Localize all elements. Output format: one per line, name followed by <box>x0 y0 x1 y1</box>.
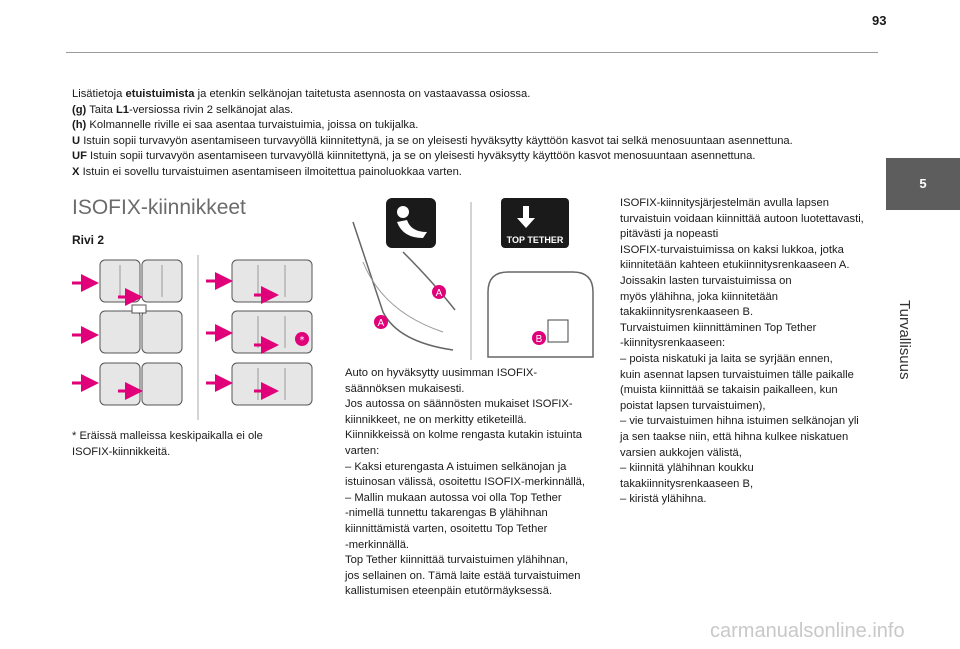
header-rule <box>66 52 878 53</box>
chapter-tab <box>886 158 960 210</box>
isofix-symbol-icon <box>386 198 436 248</box>
anchor-b-label: B <box>535 334 543 345</box>
subsection-title: Rivi 2 <box>72 233 105 247</box>
intro-line: U Istuin sopii turvavyön asentamiseen turvavyöllä kiinnitettynä, ja se on yleisesti hyväksytty käyttöön kasvot tai selkä menosuuntaan asennettuna. <box>72 134 793 147</box>
section-title: ISOFIX-kiinnikkeet <box>72 196 246 219</box>
intro-notes <box>72 87 872 180</box>
intro-line: X Istuin ei sovellu turvaistuimen asentamiseen ilmoitettua painoluokkaa varten. <box>72 165 462 178</box>
intro-line: (g) Taita L1-versiossa rivin 2 selkänojat alas. <box>72 103 294 116</box>
column-3-text: ISOFIX-kiinnitysjärjestelmän avulla lapsen turvaistuin voidaan kiinnittää autoon luotettavasti, pitävästi ja nopeasti ISOFIX-turvaistuimissa on kaksi lukkoa, jotka kiinnitetään kahteen etukiinnitysrenkaaseen A. Joissakin lasten turvaistuimissa on myös ylähihna, joka kiinnitetään takakiinnitysrenkaaseen B. Turvaistuimen kiinnittäminen Top Tether -kiinnitysrenkaaseen: – poista niskatuki ja laita se syrjään ennen, kuin asennat lapsen turvaistuimen tälle paikalle (muista kiinnittää se takaisin paikalleen, kun poistat lapsen turvaistuimen), – vie turvaistuimen hihna istuimen selkänojan yli ja sen taakse niin, että hihna kulkee niskatuen varsien aukkojen välistä, – kiinnitä ylähihnan koukku takakiinnitysrenkaaseen B, – kiristä ylähihna. <box>620 197 864 506</box>
seat-layout-diagram <box>70 255 335 420</box>
top-tether-label: TOP TETHER <box>506 235 564 245</box>
intro-line: UF Istuin sopii turvavyön asentamiseen turvavyöllä kiinnitettynä, ja se on yleisesti hyväksytty käyttöön kasvot menosuuntaan asennettuna. <box>72 150 756 162</box>
chapter-number: 5 <box>919 176 927 191</box>
column-2-text: Auto on hyväksytty uusimman ISOFIX- säännöksen mukaisesti. Jos autossa on säännösten mukaiset ISOFIX- kiinnikkeet, ne on merkitty etiketeillä. Kiinnikkeissä on kolme rengasta kutakin istuinta varten: – Kaksi eturengasta A istuimen selkänojan ja istuinosan välissä, osoitettu ISOFIX-merkinnällä, – Mallin mukaan autossa voi olla Top Tether -nimellä tunnettu takarengas B ylähihnan kiinnittämistä varten, osoitettu Top Tether -merkinnällä. Top Tether kiinnittää turvaistuimen ylähihnan, jos sellainen on. Tämä laite estää turvaistuimen kallistumisen eteenpäin etutörmäyksessä. <box>345 367 586 598</box>
watermark: carmanualsonline.info <box>710 620 905 642</box>
intro-line: (h) Kolmannelle riville ei saa asentaa turvaistuimia, joissa on tukijalka. <box>72 119 419 131</box>
page-number: 93 <box>872 13 887 28</box>
footnote: * Eräissä malleissa keskipaikalla ei ole ISOFIX-kiinnikkeitä. <box>72 430 263 458</box>
isofix-anchor-illustration <box>343 192 601 362</box>
chapter-title: Turvallisuus <box>896 300 913 380</box>
intro-line: Lisätietoja etuistuimista ja etenkin selkänojan taitetusta asennosta on vastaavassa osiossa. <box>72 88 531 100</box>
anchor-a-label: A <box>377 318 385 329</box>
svg-text:*: * <box>299 335 305 346</box>
anchor-a-label: A <box>435 288 443 299</box>
